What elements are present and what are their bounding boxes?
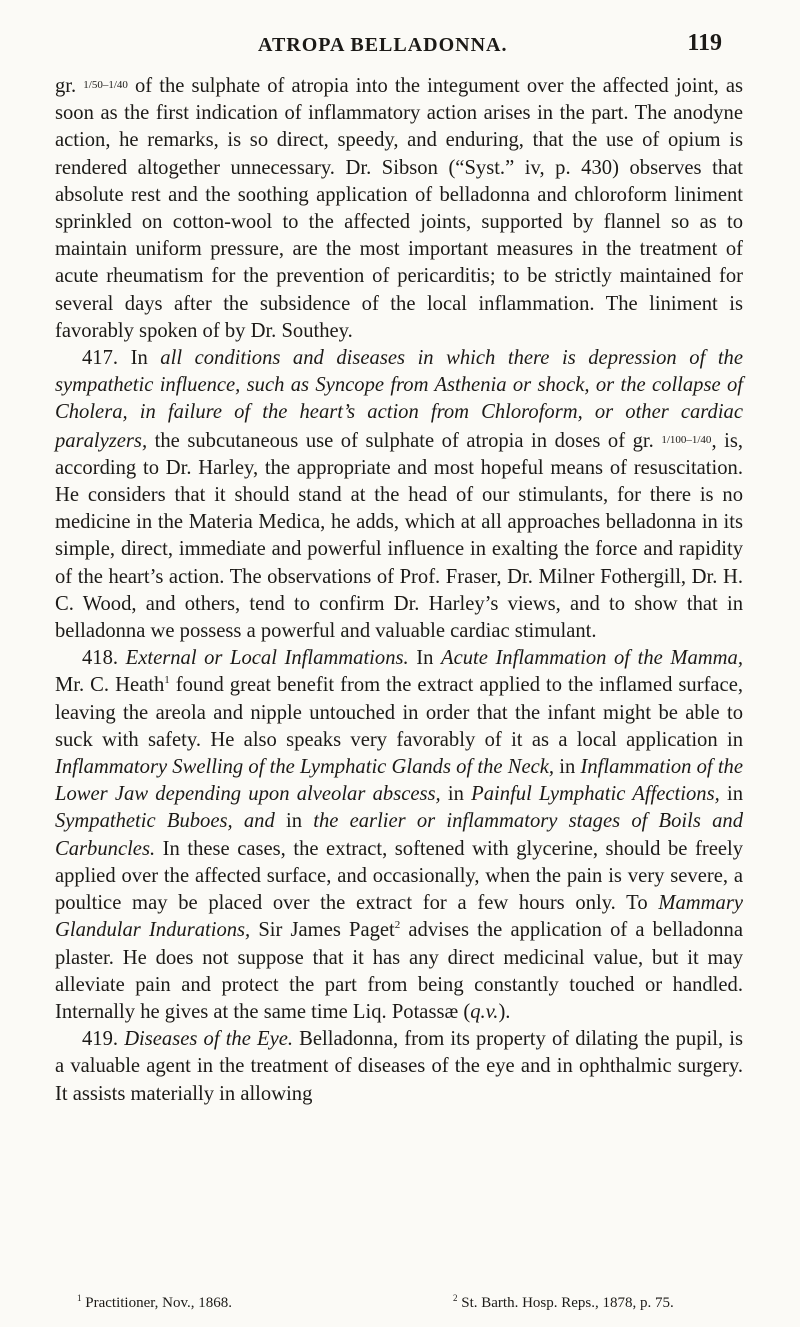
italic-run: q.v. xyxy=(470,1000,499,1023)
italic-run: Inflammatory Swelling of the Lymphatic Glands of the Neck, xyxy=(55,756,555,779)
paragraph xyxy=(55,345,743,645)
text-run: ). xyxy=(498,1000,511,1023)
italic-run: Painful Lymphatic Affections, xyxy=(471,783,720,806)
text-run: In xyxy=(408,647,441,670)
text-run: in xyxy=(554,756,581,779)
text-run: in xyxy=(719,783,744,806)
footnote-1-text: Practitioner, Nov., 1868. xyxy=(85,1295,232,1311)
paragraph xyxy=(55,645,743,1026)
dose-fraction: 1/50–1/40 xyxy=(83,79,128,91)
dose-fraction: 1/100–1/40 xyxy=(661,433,712,446)
running-head xyxy=(0,30,800,60)
text-run: advises the application of a belladonna plaster. He does not suppose that it has any direct medicinal value, but it may alleviate pain and protect the part from being constantly touched or handled. Internally he gives at the same time Liq. Potassæ ( xyxy=(55,919,743,1023)
footnote-1-mark: 1 xyxy=(77,1293,82,1303)
text-run: Sir James Paget xyxy=(250,919,395,942)
text-run: In these cases, the extract, softened with glycerine, should be freely applied over the affected surface, and occasionally, when the pain is very severe, a poultice may be placed over the extract for a few hours only. To xyxy=(55,837,743,915)
body-text xyxy=(55,72,743,1108)
text-run: in xyxy=(274,810,314,833)
text-run: 419. xyxy=(82,1028,125,1051)
italic-run: Diseases of the Eye. xyxy=(124,1028,294,1051)
text-run: in xyxy=(440,783,472,806)
footnote-ref: 1 xyxy=(164,674,170,687)
footnote-ref: 2 xyxy=(394,919,401,932)
footnotes xyxy=(77,1293,757,1313)
italic-run: all conditions and diseases in which there is depression of the sympathetic influence, such as Syncope from Asthenia or shock, or the collapse of Cholera, in failure of the heart’s action from Chloroform, or other cardiac paralyzers, xyxy=(55,347,743,452)
text-run: 417. In xyxy=(82,347,161,370)
footnote-1 xyxy=(77,1293,232,1312)
italic-run: Sympathetic Buboes, and xyxy=(55,810,275,833)
text-run: gr. xyxy=(55,75,84,97)
text-run: , is, according to Dr. Harley, the appropriate and most hopeful means of resuscitation. He considers that it should stand at the head of our stimulants, for there is no medicine in the Materia Medica, he adds, which at all approaches belladonna in its simple, direct, immediate and powerful influence in exalting the force and rapidity of the heart’s action. The observations of Prof. Fraser, Dr. Milner Fothergill, Dr. H. C. Wood, and others, tend to confirm Dr. Harley’s views, and to show that in belladonna we possess a powerful and valuable cardiac stimulant. xyxy=(55,429,744,643)
running-title: ATROPA BELLADONNA. xyxy=(258,34,508,56)
footnote-2-text: St. Barth. Hosp. Reps., 1878, p. 75. xyxy=(461,1295,674,1311)
italic-run: Inflammation of the Lower Jaw depending upon alveolar abscess, xyxy=(55,756,743,806)
text-run: Mr. C. Heath xyxy=(55,674,165,697)
italic-run: Mammary Glandular Indurations, xyxy=(55,892,743,942)
text-run: 418. xyxy=(82,647,126,670)
text-run: of the sulphate of atropia into the integument over the affected joint, as soon as the first indication of inflammatory action arises in the part. The anodyne action, he remarks, is so direct, speedy, and enduring, that the use of opium is rendered altogether unnecessary. Dr. Sibson (“Syst.” iv, p. 430) observes that absolute rest and the soothing application of belladonna and chloroform liniment sprinkled on cotton-wool to the affected joints, supported by flannel so as to maintain uniform pressure, are the most important measures in the treatment of acute rheumatism for the prevention of pericarditis; to be strictly maintained for several days after the subsidence of the local inflammation. The liniment is favorably spoken of by Dr. Southey. xyxy=(55,75,743,342)
footnote-2-mark: 2 xyxy=(453,1293,458,1303)
text-run: Belladonna, from its property of dilating the pupil, is a valuable agent in the treatment of diseases of the eye and in ophthalmic surgery. It assists materially in allowing xyxy=(55,1028,743,1105)
text-run: found great benefit from the extract applied to the inflamed surface, leaving the areola and nipple untouched in order that the infant might be able to suck with safety. He also speaks very favorably of it as a local application in xyxy=(55,674,743,751)
italic-run: External or Local Inflammations. xyxy=(125,647,409,670)
paragraph xyxy=(55,72,743,345)
text-run: the subcutaneous use of sulphate of atropia in doses of gr. xyxy=(147,429,662,452)
footnote-2 xyxy=(453,1293,674,1312)
page-number: 119 xyxy=(687,30,722,56)
italic-run: the earlier or inflammatory stages of Boils and Carbuncles. xyxy=(55,810,744,860)
italic-run: Acute Inflammation of the Mamma, xyxy=(440,647,743,670)
paragraph xyxy=(55,1026,743,1108)
